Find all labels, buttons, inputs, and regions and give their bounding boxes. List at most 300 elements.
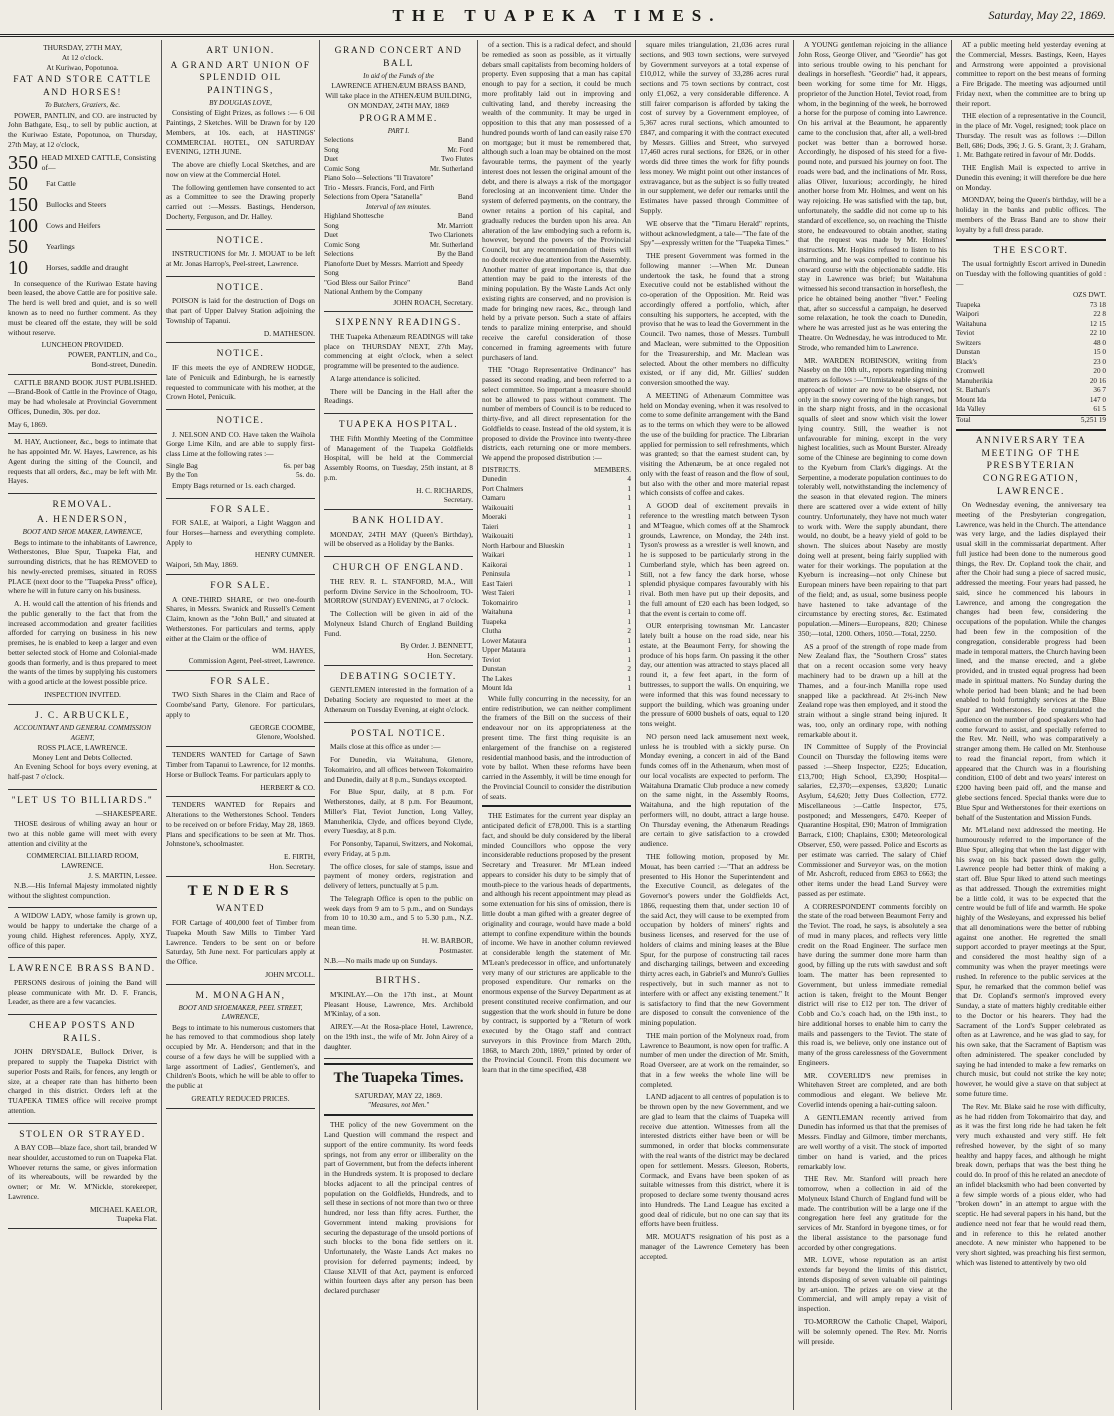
art-union-artist: BY DOUGLAS LOVE, xyxy=(209,99,272,108)
bank-holiday-heading: BANK HOLIDAY. xyxy=(352,516,445,527)
concert-when: ON MONDAY, 24TH MAY, 1869 xyxy=(347,100,450,110)
removal-ad xyxy=(8,494,157,705)
issue-date: Saturday, May 22, 1869. xyxy=(988,8,1106,22)
district-name: Waikouaiti xyxy=(482,532,514,541)
programme-item-name: Duet xyxy=(324,231,338,240)
programme-item-performer: Mr. Ford xyxy=(447,145,473,154)
auction-audience: To Butchers, Graziers, &c. xyxy=(44,101,121,110)
programme-item xyxy=(324,250,473,260)
tenders-signature: HERBERT & CO. xyxy=(260,782,315,792)
member-count: 1 xyxy=(627,579,631,588)
auction-note: In consequence of the Kuriwao Estate having been leased, the above Cattle are for positive sale. The herd is well bred and quiet, and is so well known as to need no further comment. As they must be cleared off the estate, they will be sold without reserve. xyxy=(8,278,157,337)
gold-amount: 15 0 xyxy=(1093,348,1106,357)
district-name: Clutha xyxy=(482,627,502,636)
posts-rails-ad xyxy=(8,1015,157,1123)
readings-body-3: There will be Dancing in the Hall after the Readings. xyxy=(324,386,473,406)
gold-amount: 20 0 xyxy=(1093,367,1106,376)
tally-number: 50 xyxy=(8,235,28,258)
column-3 xyxy=(320,40,478,1410)
for-sale-body: A ONE-THIRD SHARE, or two one-fourth Shares, in Messrs. Swanick and Russell's Cement Claim, known as the "John Bull," and situated at Wetherstones. For particulars and terms, apply either at the Claim or the office of xyxy=(166,594,315,643)
notice-signature: D. MATHESON. xyxy=(263,328,315,338)
monaghan-ad xyxy=(166,985,315,1109)
posts-rails-body: JOHN DRYSDALE, Bullock Driver, is prepared to supply the Tuapeka District with superior Posts and Rails, for fences, any length or size, at a cheaper rate than has hitherto been charged in this district. Orders left at the TUAPEKA TIMES office will receive prompt attention. xyxy=(8,1047,157,1115)
districts-table xyxy=(482,475,631,694)
table-row xyxy=(482,551,631,561)
for-sale-address: Commission Agent, Peel-street, Lawrence. xyxy=(188,656,315,666)
rate-row xyxy=(166,471,315,481)
member-count: 1 xyxy=(627,608,631,617)
readings-body-2: A large attendance is solicited. xyxy=(330,373,421,383)
programme-item-name: Highland Shottesche xyxy=(324,212,384,221)
goldfield-name: Waipori xyxy=(956,310,979,319)
brass-band-body: PERSONS desirous of joining the Band will please communicate with Mr. D. F. Francis, Leader, as there are a few vacancies. xyxy=(8,977,157,1007)
news-item: AS a proof of the strength of rope made from New Zealand flax, the "Southern Cross" states that on a recent occasion some very heavy machinery had to be drawn up a hill at the Thames, and a four-inch Manilla rope used snapped like a packthread. At 2½-inch New Zealand rope was then employed, and it stood the strain without a single strand being injured. It was, too, only an ordinary rope, with nothing remarkable about it. xyxy=(798,641,947,739)
tenders-wanted xyxy=(166,877,315,985)
table-row xyxy=(956,377,1106,387)
readings-heading: SIXPENNY READINGS. xyxy=(335,318,462,329)
arbuckle-school: An Evening School for boys every evening, at half-past 7 o'clock. xyxy=(8,762,157,782)
auction-body: POWER, PANTLIN, and CO. are instructed by John Bathgate, Esq., to sell by public auction, at the Kuriwao Estate, Popotunoa, on Thursday, 27th May, at 12 o'clock, xyxy=(8,110,157,149)
column-2 xyxy=(162,40,320,1410)
district-name: Dunedin xyxy=(482,475,507,484)
tally-label: Fat Cattle xyxy=(46,178,76,188)
notice-body: J. NELSON AND CO. Have taken the Waihola Gorge Lime Kiln, and are able to supply first-class Lime at the following rates :— xyxy=(166,429,315,459)
for-sale-waggon xyxy=(166,499,315,575)
news-item: NO person need lack amusement next week, unless he is troubled with a sickly purse. On Monday evening, a concert in aid of the Band funds comes off in the Athenæum, when most of our local vocalists are expected to perform. The Waitahuna Dramatic Club produce a new comedy on the same night, in the Assembly Rooms, Waitahuna, and the high reputation of the performers will, no doubt, attract a large house. On Thursday evening, the Athenæum Readings are certain to give satisfaction to a crowded audience. xyxy=(640,731,789,849)
rate-value: 6s. per bag xyxy=(283,461,315,470)
representation-article: THE "Otago Representative Ordinance" has passed its second reading, and been referred to a select committee. So important a measure should not be allowed to pass without comment. The number of members of Council is to be reduced to thirty-five, and all direct representation for the Goldfields to cease. Instead of the old system, it is proposed to divide the Province into twenty-three districts, each returning one or more members. We append the proposed distribution :— xyxy=(482,365,631,463)
districts-col-label: DISTRICTS. xyxy=(482,465,521,474)
column-5 xyxy=(636,40,794,1410)
escort-table xyxy=(956,301,1106,426)
notice-heading: NOTICE. xyxy=(216,349,265,360)
programme-item xyxy=(324,212,473,222)
tally-number: 150 xyxy=(8,193,38,216)
for-sale-share xyxy=(166,575,315,671)
districts-header xyxy=(482,466,631,476)
notice-heading: NOTICE. xyxy=(216,235,265,246)
for-sale-address: Glenore, Woolshed. xyxy=(256,732,315,742)
programme-item-name: Duet xyxy=(324,155,338,164)
hay-agent-body: M. HAY, Auctioneer, &c., begs to intimate that he has appointed Mr. W. Hayes, Lawrence, as his Agent during the sitting of the Council, and requests that all orders, &c., may be left with Mr. Hayes. xyxy=(8,437,157,486)
arbuckle-ad xyxy=(8,705,157,790)
member-count: 1 xyxy=(627,522,631,531)
widow-body: A WIDOW LADY, whose family is grown up, would be happy to undertake the charge of a young child. Highest references. Apply, XYZ, office of this paper. xyxy=(8,911,157,950)
postal-body: Mails close at this office as under :— xyxy=(330,742,441,752)
member-count: 2 xyxy=(627,665,631,674)
monaghan-name: M. MONAGHAN, xyxy=(195,990,286,1001)
district-name: Teviot xyxy=(482,655,501,664)
escort-unit: OZS DWT. xyxy=(1072,291,1106,300)
tenders-body: TENDERS WANTED for Cartage of Sawn Timber from Tapanui to Lawrence, for 12 months. Horse or Bullock Teams. For particulars apply to xyxy=(166,750,315,779)
concert-band: LAWRENCE ATHENÆUM BRASS BAND, xyxy=(331,81,466,91)
readings-ad xyxy=(324,312,473,414)
notice-heading: NOTICE. xyxy=(216,416,265,427)
tally-label: Horses, saddle and draught xyxy=(46,262,129,272)
column-6 xyxy=(794,40,952,1410)
billiards-note: N.B.—His Infernal Majesty immolated nightly without the slightest compunction. xyxy=(8,880,157,900)
billiards-quote: "LET US TO BILLIARDS." xyxy=(11,795,154,806)
for-sale-heading: FOR SALE. xyxy=(210,580,271,591)
editorial-body: THE policy of the new Government on the Land Question will command the respect and support of the entire community. Its word feeds springs, not from any error or illiberality on the part of Government, but from the defects inherent in the Hundreds system. It is proposed to declare blocks adjacent to all the principal centres of population on the Goldfields, Hundreds, and to sell these in sections of not more than two or three hundred, nor less than fifty acres. Further, the Government intend making provisions for securing the depasturage of the unsold portions of such blocks to the bona fide settlers on it. Unfortunately, the Waste Lands Act makes no provision for deferred payments; indeed, by Clause XLVII of that Act, payment is enforced within fourteen days after any person has been declared purchaser xyxy=(324,1120,474,1296)
table-row xyxy=(482,627,631,637)
district-name: Port Chalmers xyxy=(482,484,524,493)
district-name: Waikouaiti xyxy=(482,503,514,512)
programme-item xyxy=(324,269,473,279)
table-row xyxy=(482,475,631,485)
table-row xyxy=(482,523,631,533)
postal-body-3: For Blue Spur, daily, at 8 p.m. For Wetherstones, daily, at 8 p.m. For Beaumont, Miller's Flat, Teviot Junction, Long Valley, Manuherikia, Clyde, and offices beyond Clyde, every Tuesday, at 8 p.m. xyxy=(324,787,473,836)
table-row xyxy=(482,504,631,514)
news-item: MR. WARDEN ROBINSON, writing from Naseby on the 10th ult., reports regarding mining matters as follows :—"Unmistakeable signs of the approach of winter are now to be observed, not only in the snowy covering of the high ranges, but in the sharp night frosts, and in the occasional squalls of sleet and snow which visit the lower lying country. Still, the weather is not unfavourable for mining, except in the very highest localities, such as Mount Burster. Already some of the Chinese are beginning to come down to the Kyeburn from Clark's diggings. At the Serpentine, a moderate population continues to do tolerably well, notwithstanding the inclemency of the season in that elevated region. The miners there are scattered over a wide extent of hilly country. Unfortunately, they have not much water to work with. Were the supply abundant, there would, no doubt, be a heavy yield of gold to be shown. The sluices about Naseby are mostly doing well at present, being fairly supplied with water for their workings. The population at the Kyeburn is increasing—not only Chinese but European miners have been repairing to that part of the field; and, as usual, some business people have hastened to take advantage of the circumstance by erecting stores, &c. Estimated population.—Miners—Europeans, 820; Chinese 350;—total, 1200. Others, 1050.—Total, 2250. xyxy=(798,355,947,638)
table-row xyxy=(956,310,1106,320)
news-item: A YOUNG gentleman rejoicing in the alliance John Ross, George Oliver, and "Geordie" has got into serious trouble owing to his penchant for dealings in horseflesh. "Geordie" had, it appears, been working for some time for Mr. Higgs, proprietor of the Junction Hotel, Teviot road, from whom, in the beginning of the week, he borrowed a horse for the purpose of coming into Lawrence. On his arrival at the Beaumont, he apparently came to the conclusion that, after all, a well-bred pocket was better than a borrowed horse. Accordingly, he disposed of his steed for a five-pound note, and pursued his journey on foot. The roads were bad, and the inclinations of Mr. Ross, alias Oliver, luxurious; accordingly, he hired another horse from Mr. Holmes, and went on his way rejoicing. He was satisfied with the tap, but, unfortunately, the saddle did not come up to his standard of excellence, so, on reaching the Thistle store, he endeavoured to obtain another, stating that the request was made by Mr. Holmes' instructions. Mr. Hopkins refused to listen to his charming, and he was compelled to continue his onward course with the objectionable saddle. His stay in Lawrence was brief; but Waitahuna witnessed his second transaction in horseflesh, the price he obtained being another "fiver." Feeling that, after so successful a campaign, he deserved some relaxation, he took the coach to Dunedin, where he was arrested just as he was entering the Theatre. On Wednesday, he was introduced to Mr. Strode, who remanded him to Lawrence. xyxy=(798,40,947,352)
programme-item-performer: By the Band xyxy=(437,250,473,259)
news-item: WE observe that the "Timaru Herald" reprints, without acknowledgment, a tale—"The fate of the Spy"—expressly written for the "Tuapeka Times." xyxy=(640,218,789,248)
programme-item-name: Song xyxy=(324,145,339,154)
tally-label: Yearlings xyxy=(46,241,75,251)
tally-row xyxy=(8,216,157,236)
editorial-title: The Tuapeka Times. xyxy=(333,1070,464,1087)
for-sale-body: TWO Sixth Shares in the Claim and Race of Coombe'sand Party, Glenore. For particulars, apply to xyxy=(166,690,315,719)
postal-ad xyxy=(324,723,473,971)
members-col-label: MEMBERS. xyxy=(594,465,631,474)
notice-body: POISON is laid for the destruction of Dogs on that part of Upper Dalvey Station adjoining the Township of Tapanui. xyxy=(166,296,315,325)
rate-value: 5s. do. xyxy=(296,471,315,480)
auction-signature: POWER, PANTLIN, and Co., xyxy=(67,350,157,360)
programme-item xyxy=(324,146,473,156)
rate-label: Single Bag xyxy=(166,461,198,470)
programme-item-name: Selections xyxy=(324,250,354,259)
programme-item-name: Pianoforte Duet by Messrs. Marriott and Speedy xyxy=(324,259,464,268)
billiards-signature: J. S. MARTIN, Lessee. xyxy=(88,870,157,880)
table-row xyxy=(482,684,631,694)
notice-body: IF this meets the eye of ANDREW HODGE, late of Penicuik and Edinburgh, he is earnestly requested to communicate with his mother, at the Crown Hotel, Penicuik. xyxy=(166,362,315,402)
stolen-signature: MICHAEL KAELOR, xyxy=(89,1204,157,1214)
news-item: LAND adjacent to all centres of population is to be thrown open by the new Government, and we are glad to learn that the claims of Tuapeka will receive due attention. Witnesses from all the interested districts either have been or will be summoned, in order that blocks commensurate with the real wants of the district may be declared open for settlement. Messrs. Gleeson, Roberts, Cormack, and Evans have been spoken of as suitable witnesses from this district, where it is proposed to declare some twenty thousand acres into Hundreds. The Land League has excited a good deal of ridicule, but no one can say that its efforts have been fruitless. xyxy=(640,1092,789,1229)
member-count: 1 xyxy=(627,484,631,493)
newspaper-title: THE TUAPEKA TIMES. xyxy=(392,6,722,25)
monaghan-trade: BOOT AND SHOEMAKER, PEEL STREET, LAWRENCE, xyxy=(178,1004,303,1022)
tenders-role: Hon. Secretary. xyxy=(269,861,315,871)
inspection-invited: INSPECTION INVITED. xyxy=(44,690,121,700)
programme-item-performer: Two Clarionets xyxy=(428,231,473,240)
church-role: Hon. Secretary. xyxy=(427,651,473,661)
tally-number: 350 xyxy=(8,151,38,174)
column-4 xyxy=(478,40,636,1410)
news-item: A CORRESPONDENT comments forcibly on the state of the road between Beaumont Ferry and the Teviot. The road, he says, is absolutely a sea of mud in many places, and reflects very little credit on the Road Engineer. The surface men have during the summer done more harm than good, by filling up the ruts with sawdust and soft loam. The matter has been represented to Government, but unless immediate remedial action is taken, freight to the Mount Benger district will rise to £12 per ton. The driver of Cobb and Co.'s coach had, on the 19th inst., to hire additional horses to enable him to carry the mails and passengers to the Teviot. The state of this road is, we believe, only one instance out of many of the gross carelessness of the Government Engineers. xyxy=(798,901,947,1067)
programme-item-performer: Band xyxy=(457,212,473,221)
church-heading: CHURCH OF ENGLAND. xyxy=(332,563,465,574)
auction-place: At Kuriwao, Popotunoa. xyxy=(46,62,119,72)
district-name: Oamaru xyxy=(482,494,506,503)
programme-item xyxy=(324,260,473,270)
table-row xyxy=(482,675,631,685)
hospital-role: Secretary. xyxy=(443,495,473,505)
bank-holiday-ad xyxy=(324,510,473,557)
church-ad xyxy=(324,557,473,666)
removal-heading: REMOVAL. xyxy=(52,500,113,511)
editorial-continued: of a section. This is a radical defect, and should be remedied as soon as possible, as it virtually debars small capitalists from becoming holders of property. Even supposing that a man has capital enough to pay for a section, it could be much more profitably laid out in improving and cultivating land, and thereby increasing the wealth of the community. It may be urged in opposition to this that any man possessed of a hundred pounds worth of land can easily raise £70 on mortgage; but it must be remembered that, although such a loan may be obtained on the most favourable terms, the payment of the yearly interest does not lessen the original amount of the debt, and there is always a risk of the mortgagor foreclosing at an inconvenient time. Under the system of deferred payments, on the contrary, the owner retains a portion of his capital, and gradually reduces the burden upon his area. An alteration of the law embodying such a reform is, however, beyond the powers of the Provincial Council, but any recommendation of theirs will no doubt receive due attention from the Assembly. Another matter of great importance is, that due attention may be paid to the interests of the mining population. By the Waste Lands Act only existing rights are conserved, and no provision is made for bringing new races, &c., through land held by a private person. Such a state of affairs tends to paralize mining enterprise, and should receive the careful consideration of those concerned in framing agreements with future purchasers of land. xyxy=(482,40,632,362)
arbuckle-place: ROSS PLACE, LAWRENCE. xyxy=(37,742,128,752)
readings-body: THE Tuapeka Athenæum READINGS will take place on THURSDAY NEXT, 27th May, commencing at eight o'clock, when a select programme will be presented to the audience. xyxy=(324,331,473,371)
arbuckle-trade: ACCOUNTANT AND GENERAL COMMISSION AGENT, xyxy=(14,724,151,742)
divider xyxy=(956,429,1106,431)
concert-sub: In aid of the Funds of the xyxy=(363,72,434,81)
representation-conclusion: While fully concurring in the necessity, for an entire redistribution, we can neither compliment the framers of the Bill on the success of their endeavour nor on its appropriateness at the present time. The first thing requisite is an enlargement of the franchise on a registered residential manhood basis, and the introduction of vote by ballot. When these reforms have been carried in the Assembly, it will be time enough for the Provincial Council to consider the distribution of seats. xyxy=(482,693,631,801)
tea-meeting-heading: ANNIVERSARY TEA MEETING OF THE PRESBYTERIAN CONGREGATION, LAWRENCE. xyxy=(975,436,1087,497)
programme-item xyxy=(324,165,473,175)
billiards-place: COMMERCIAL BILLIARD ROOM, LAWRENCE. xyxy=(26,851,139,871)
escort-total-label: Total xyxy=(956,415,971,424)
table-row xyxy=(482,561,631,571)
tally-label: Cows and Heifers xyxy=(46,220,101,230)
news-item: THE present Government was formed in the following manner :—When Mr. Dunean undertook the task, he found that a strong Executive could not be established without the co-operation of the Opposition. Mr. Reid was accordingly offered a portfolio, which, after consulting his supporters, he accepted, with the proviso that he was to lead the Government in the Council. Two names, those of Messrs. Turnbull and Maclean, were submitted to the Opposition for the Treasurership, and Mr. Maclean was selected. About the other members no difficulty existed, or if any did, Mr. Gillies' sudden conversion smoothed the way. xyxy=(640,251,789,388)
church-body: THE REV. R. L. STANFORD, M.A., Will perform Divine Service in the Schoolroom, TO-MORROW (SUNDAY) EVENING, at 7 o'clock. xyxy=(324,576,473,606)
member-count: 1 xyxy=(627,617,631,626)
debating-ad xyxy=(324,666,473,723)
goldfield-name: Tuapeka xyxy=(956,300,981,309)
editorial-motto: "Measures, not Men." xyxy=(367,1100,430,1109)
programme-item-performer: Two Flutes xyxy=(440,155,473,164)
concert-where: Will take place in the ATHENÆUM BUILDING, xyxy=(325,91,472,101)
table-row xyxy=(956,339,1106,349)
tally-number: 10 xyxy=(8,256,28,279)
church-body-2: The Collection will be given in aid of the Molyneux Island Church of England Building Fund. xyxy=(324,609,473,638)
auction-date: THURSDAY, 27TH MAY, xyxy=(43,43,122,52)
goldfield-name: Ida Valley xyxy=(956,405,986,414)
table-row xyxy=(956,358,1106,368)
goldfield-name: Manuherikia xyxy=(956,376,993,385)
member-count: 1 xyxy=(627,541,631,550)
news-item: IN Committee of Supply of the Provincial Council on Thursday the following items were passed :—Sheep Inspector, £225; Education, £13,700; High School, £3,390; Hospital—salaries, £2,370;—expenses, £3,820; Lunatic Asylum, £4,620; Jetty Dues Collection, £772. Miscellaneous :—Cattle Inspector, £75, postponed; and Messengers, £470. Keeper of Quarantine Hospital, £90; Matron of Immigration Barrack, £100; Chaplains, £300; Meteorological Observer, £50, were passed. Police and Escorts as per estimate was carried. The salary of Chief Commissioner and Surveyor was, on the motion of Mr. Ashcroft, reduced from £863 to £663; the other items under the head Land Survey were passed as per estimate. xyxy=(798,742,947,898)
member-count: 1 xyxy=(627,655,631,664)
postal-body-4: For Ponsonby, Tapanui, Switzers, and Nokomai, every Friday, at 5 p.m. xyxy=(324,839,473,858)
goldfield-name: Dunstan xyxy=(956,348,980,357)
news-item: MONDAY, being the Queen's birthday, will be a holiday in the banks and public offices. The members of the Brass Band are to show their loyalty by a full dress parade. xyxy=(956,195,1106,234)
table-row xyxy=(482,532,631,542)
tenders-heading: TENDERS xyxy=(187,882,294,899)
births-entry: M'KINLAY.—On the 17th inst., at Mount Pleasant House, Lawrence, Mrs. Archibold M'Kinlay, of a son. xyxy=(324,989,473,1019)
member-count: 1 xyxy=(627,494,631,503)
programme-item-performer: Mr. Sutherland xyxy=(429,240,473,249)
table-row xyxy=(956,348,1106,358)
news-item: THE English Mail is expected to arrive in Dunedin this evening; it will therefore be due here on Monday. xyxy=(956,163,1106,192)
columns xyxy=(4,40,1110,1410)
news-item: A GENTLEMAN recently arrived from Dunedin has informed us that that the premises of Messrs. Findlay and Gilmore, timber merchants, are well worthy of a visit. The stock of imported timber on hand is varied, and the prices remarkably low. xyxy=(798,1112,947,1171)
table-row xyxy=(482,570,631,580)
notice-body: INSTRUCTIONS for Mr. J. MOUAT to be left at Mr. Jonas Harrop's, Peel-street, Lawrence. xyxy=(166,249,315,269)
billiards-body: THOSE desirous of whiling away an hour or two at this noble game will meet with every attention and civility at the xyxy=(8,819,157,848)
programme-item-name: Selections xyxy=(324,136,354,145)
member-count: 1 xyxy=(627,503,631,512)
member-count: 1 xyxy=(627,589,631,598)
district-name: Taieri xyxy=(482,522,499,531)
goldfield-name: Waitahuna xyxy=(956,319,987,328)
tenders-school xyxy=(166,797,315,876)
district-name: East Taieri xyxy=(482,579,513,588)
programme-item-performer: Band xyxy=(457,278,473,287)
programme-item-performer: Mr. Marriott xyxy=(437,221,473,230)
stolen-body: A BAY COB—blaze face, short tail, branded W near shoulder, accustomed to run on Tuapeka Flat. Whoever returns the same, or gives information of its whereabouts, will be rewarded by the owner; or Mr. W. M'Nickle, storekeeper, Lawrence. xyxy=(8,1143,157,1201)
tally-row xyxy=(8,258,157,278)
table-row xyxy=(482,656,631,666)
programme-item-performer: Band xyxy=(457,193,473,202)
goldfield-name: Cromwell xyxy=(956,367,985,376)
tenders-timber-cartage xyxy=(166,747,315,797)
member-count: 4 xyxy=(627,475,631,484)
table-row xyxy=(956,386,1106,396)
brand-book-body: CATTLE BRAND BOOK JUST PUBLISHED.—Brand-Book of Cattle in the Province of Otago, may be had wholesale at Provincial Government Offices, Dunedin, 30s. per doz. xyxy=(8,377,157,416)
member-count: 1 xyxy=(627,532,631,541)
art-union-title: A GRAND ART UNION OF SPLENDID OIL PAINTINGS, xyxy=(170,60,311,96)
district-name: Moeraki xyxy=(482,513,507,522)
programme-item-name: National Anthem by the Company xyxy=(324,288,423,297)
table-row xyxy=(482,580,631,590)
stolen-address: Tuapeka Flat. xyxy=(116,1214,157,1224)
postal-body-2: For Dunedin, via Waitahuna, Glenore, Tokomairiro, and all offices between Tokomairiro and Dunedin, daily at 8 p.m., Sundays excepted. xyxy=(324,754,473,784)
table-row xyxy=(482,637,631,647)
table-row xyxy=(482,608,631,618)
programme-item-name: Comic Song xyxy=(324,164,360,173)
table-row xyxy=(956,396,1106,406)
for-sale-signature: WM. HAYES, xyxy=(271,646,315,656)
arbuckle-body: Money Lent and Debts Collected. xyxy=(32,752,133,762)
news-item: MR. LOVE, whose reputation as an artist extends far beyond the limits of this district, intends disposing of seven valuable oil paintings by art-union. The prizes are on view at the Commercial, and will amply repay a visit of inspection. xyxy=(798,1255,947,1314)
escort-heading: THE ESCORT. xyxy=(993,245,1069,256)
births-entry: AIREY.—At the Rosa-place Hotel, Lawrence, on the 19th inst., the wife of Mr. John Airey of a daughter. xyxy=(324,1022,473,1051)
programme-interval: Interval of ten minutes. xyxy=(366,202,431,211)
table-row xyxy=(482,513,631,523)
programme-item xyxy=(324,288,473,298)
district-name: Tokomairiro xyxy=(482,598,518,607)
tally-number: 100 xyxy=(8,214,38,237)
brand-book-date: May 6, 1869. xyxy=(8,419,48,429)
table-row xyxy=(956,301,1106,311)
table-row xyxy=(956,329,1106,339)
widow-ad xyxy=(8,908,157,958)
programme-item xyxy=(324,136,473,146)
table-row xyxy=(482,494,631,504)
debating-heading: DEBATING SOCIETY. xyxy=(340,671,457,682)
concert-title: GRAND CONCERT AND BALL xyxy=(334,46,463,69)
table-row xyxy=(956,405,1106,415)
rate-row xyxy=(166,462,315,472)
programme-heading: PROGRAMME. xyxy=(359,113,438,124)
masthead xyxy=(0,0,1114,37)
gold-amount: 22 8 xyxy=(1093,310,1106,319)
billiards-ad xyxy=(8,790,157,908)
auction-time: At 12 o'clock. xyxy=(61,52,104,62)
table-row xyxy=(956,367,1106,377)
programme-part: PART I. xyxy=(387,127,410,136)
programme-item xyxy=(324,193,473,203)
goldfield-name: Mount Ida xyxy=(956,395,987,404)
art-union-heading: ART UNION. xyxy=(206,46,275,56)
tally-label: HEAD MIXED CATTLE, Consisting of— xyxy=(41,152,156,172)
programme-item-name: Song xyxy=(324,221,339,230)
goldfield-name: Black's xyxy=(956,357,977,366)
removal-body-2: A. H. would call the attention of his friends and the public generally to the fact that from the increased accommodation and greater facilities afforded for carrying on business in his new premises, he is enabled to keep a larger and even better selected stock of Home and Colonial-made goods than formerly, and is thus prepared to meet the wants of the times by supplying his customers with a good article at the lowest possible price. xyxy=(8,599,157,687)
brass-band-heading: LAWRENCE BRASS BAND. xyxy=(9,964,156,975)
posts-rails-heading: CHEAP POSTS AND RAILS. xyxy=(29,1021,136,1044)
gold-amount: 48 0 xyxy=(1093,338,1106,347)
district-name: Tuapeka xyxy=(482,617,507,626)
tally-row xyxy=(8,237,157,257)
hospital-heading: TUAPEKA HOSPITAL. xyxy=(338,420,459,431)
for-sale-heading: FOR SALE. xyxy=(210,676,271,687)
programme-item-performer: Band xyxy=(457,136,473,145)
notice-hodge xyxy=(166,343,315,410)
escort-total-value: 5,251 19 xyxy=(1080,415,1106,424)
church-signature: By Order. J. BENNETT, xyxy=(400,641,473,651)
editorial-date: SATURDAY, MAY 22, 1869. xyxy=(354,1091,443,1101)
table-row xyxy=(482,542,631,552)
notice-lime xyxy=(166,410,315,499)
billiards-attribution: —SHAKESPEARE. xyxy=(95,809,157,819)
births-ad xyxy=(324,970,473,1059)
tea-meeting-body-3: The Rev. Mr. Blake said he rose with difficulty, as he had ridden from Tokomairiro that day, and as it was the first long ride he had taken he felt very much exhausted and very stiff. He felt refreshed however, by the sight of so many healthy and happy faces, and although he might break down, perhaps that was the best thing he could do. In proof of this he related an anecdote of an infidel blacksmith who had been converted by a few simple words of a pious elder, who had "broken down" in an attempt to argue with the sceptic. He had several papers in his hand, but the audience need not fear that he would read them, and in reference to this he related another anecdote. A new minister who happened to be very short sighted, was preaching his first sermon, which was listened to attentively by two old xyxy=(956,1101,1106,1267)
programme-item-name: "God Bless our Sailor Prince" xyxy=(324,278,411,287)
divider xyxy=(482,805,631,807)
for-sale-claim xyxy=(166,671,315,747)
notice-mouat xyxy=(166,230,315,277)
divider xyxy=(324,1114,473,1116)
tenders-signature: E. FIRTH, xyxy=(284,852,315,862)
escort-total-row xyxy=(956,415,1106,426)
district-name: West Taieri xyxy=(482,589,515,598)
table-row xyxy=(482,485,631,495)
tenders-body: TENDERS WANTED for Repairs and Alterations to the Wetherstones School. Tenders to be received on or before Friday, May 28, 1869. Plans and specifications to be seen at Mr. Thos. Johnstone's, schoolmaster. xyxy=(166,800,315,849)
programme-item xyxy=(324,184,473,194)
tea-meeting-body: On Wednesday evening, the anniversary tea meeting of the Presbyterian congregation, Lawrence, was held in the Church. The attendance was very large, and the ladies displayed their usual skill in the commissariat department. After full justice had been done to the numerous good things, the Rev. Dr. Copland took the chair, and after the Choir had sung a piece of sacred music, addressed the meeting. Four years had passed, he said, since he commenced his labours in Lawrence, and among the congregation the changes had been few, considering the occupations of the population. While the changes had been few in the composition of the congregation, considerable progress had been made in temporal matters, the Church having been lined, and the manse erected, and a glebe provided, and in trusted equal progress had been made in spiritual matters. No Sunday during the whole period had been blank; and he had been enabled to hold fortnightly services at the Blue Spur and Wetherstones. He congratulated the audience on the number of good speakers who had come forward to assist, and specially referred to the Rev. Mr. Neill, who was comparatively a stranger among them. He called on Mr. Stenhouse to read the financial report, from which it appeared that the Church was in a flourishing condition, £100 of debt and two years' interest on £200 having been paid off, and the manse and glebe sections fenced. Special thanks were due to Blue Spur and Wetherstones for their exertions on behalf of the Sustentation and Mission Funds. xyxy=(956,500,1106,822)
concert-signature: JOHN ROACH, Secretary. xyxy=(393,297,473,307)
member-count: 1 xyxy=(627,646,631,655)
births-heading: BIRTHS. xyxy=(375,976,422,987)
escort-unit-header xyxy=(956,291,1106,301)
district-name: The Lakes xyxy=(482,674,513,683)
programme-item-name: Piano Solo—Selections "Il Travatore" xyxy=(324,174,434,183)
henderson-trade: BOOT AND SHOE MAKER, LAWRENCE, xyxy=(22,528,143,537)
table-row xyxy=(482,646,631,656)
programme-item-name: Comic Song xyxy=(324,240,360,249)
column-7 xyxy=(952,40,1110,1410)
programme-item-name: Trio - Messrs. Francis, Ford, and Firth xyxy=(324,183,435,192)
tenders-subheading: WANTED xyxy=(215,904,266,915)
for-sale-body: FOR SALE, at Waipori, a Light Waggon and four Horses—harness and everything complete. Apply to xyxy=(166,518,315,547)
notice-heading: NOTICE. xyxy=(216,282,265,293)
tally-row xyxy=(8,195,157,215)
tally-label: Bullocks and Steers xyxy=(46,199,107,209)
news-item: TO-MORROW the Catholic Chapel, Waipori, will be solemnly opened. The Rev. Mr. Norris will preside. xyxy=(798,1317,947,1346)
monaghan-body: Begs to intimate to his numerous customers that he has removed to that commodious shop lately occupied by Mr. A. Henderson; and that in the course of a few days he will be supplied with a large assortment of Ladies', Gentlemen's, and Children's Boots, which he will be able to offer to the public at xyxy=(166,1022,315,1091)
news-item: OUR enterprising townsman Mr. Lancaster lately built a house on the road side, near his estate, at the Beaumont Ferry, for showing the produce of his hops farm. On passing it the other day, our attention was attracted to stays placed all round it, a few feet apart, in the form of buttresses, to support the walls. On enquiring, we were informed that this was found necessary to support the building, which was groaning under the pressure of 6000 bushels of oats, equal to 120 tons weight. xyxy=(640,621,789,729)
programme-item-name: Song xyxy=(324,269,339,278)
cattle-tally xyxy=(8,153,157,278)
notice-note: Empty Bags returned or 1s. each charged. xyxy=(172,480,296,490)
gold-amount: 22 10 xyxy=(1089,329,1106,338)
auction-luncheon: LUNCHEON PROVIDED. xyxy=(41,340,124,350)
news-item: THE main portion of the Molyneux road, from Lawrence to Beaumont, is now open for traffic. A number of men under the direction of Mr. Smith, Road Overseer, are at work on the remainder, so that in a few weeks the whole line will be completed. xyxy=(640,1030,789,1089)
tally-row xyxy=(8,153,157,173)
gold-amount: 20 16 xyxy=(1089,376,1106,385)
table-row xyxy=(482,618,631,628)
gold-amount: 73 18 xyxy=(1089,300,1106,309)
news-item: MR. MOUAT'S resignation of his post as a manager of the Lawrence Cemetery has been accepted. xyxy=(640,1232,789,1261)
for-sale-heading: FOR SALE. xyxy=(210,504,271,515)
programme-item-performer: Mr. Sutherland xyxy=(429,164,473,173)
hay-agent-ad xyxy=(8,434,157,494)
